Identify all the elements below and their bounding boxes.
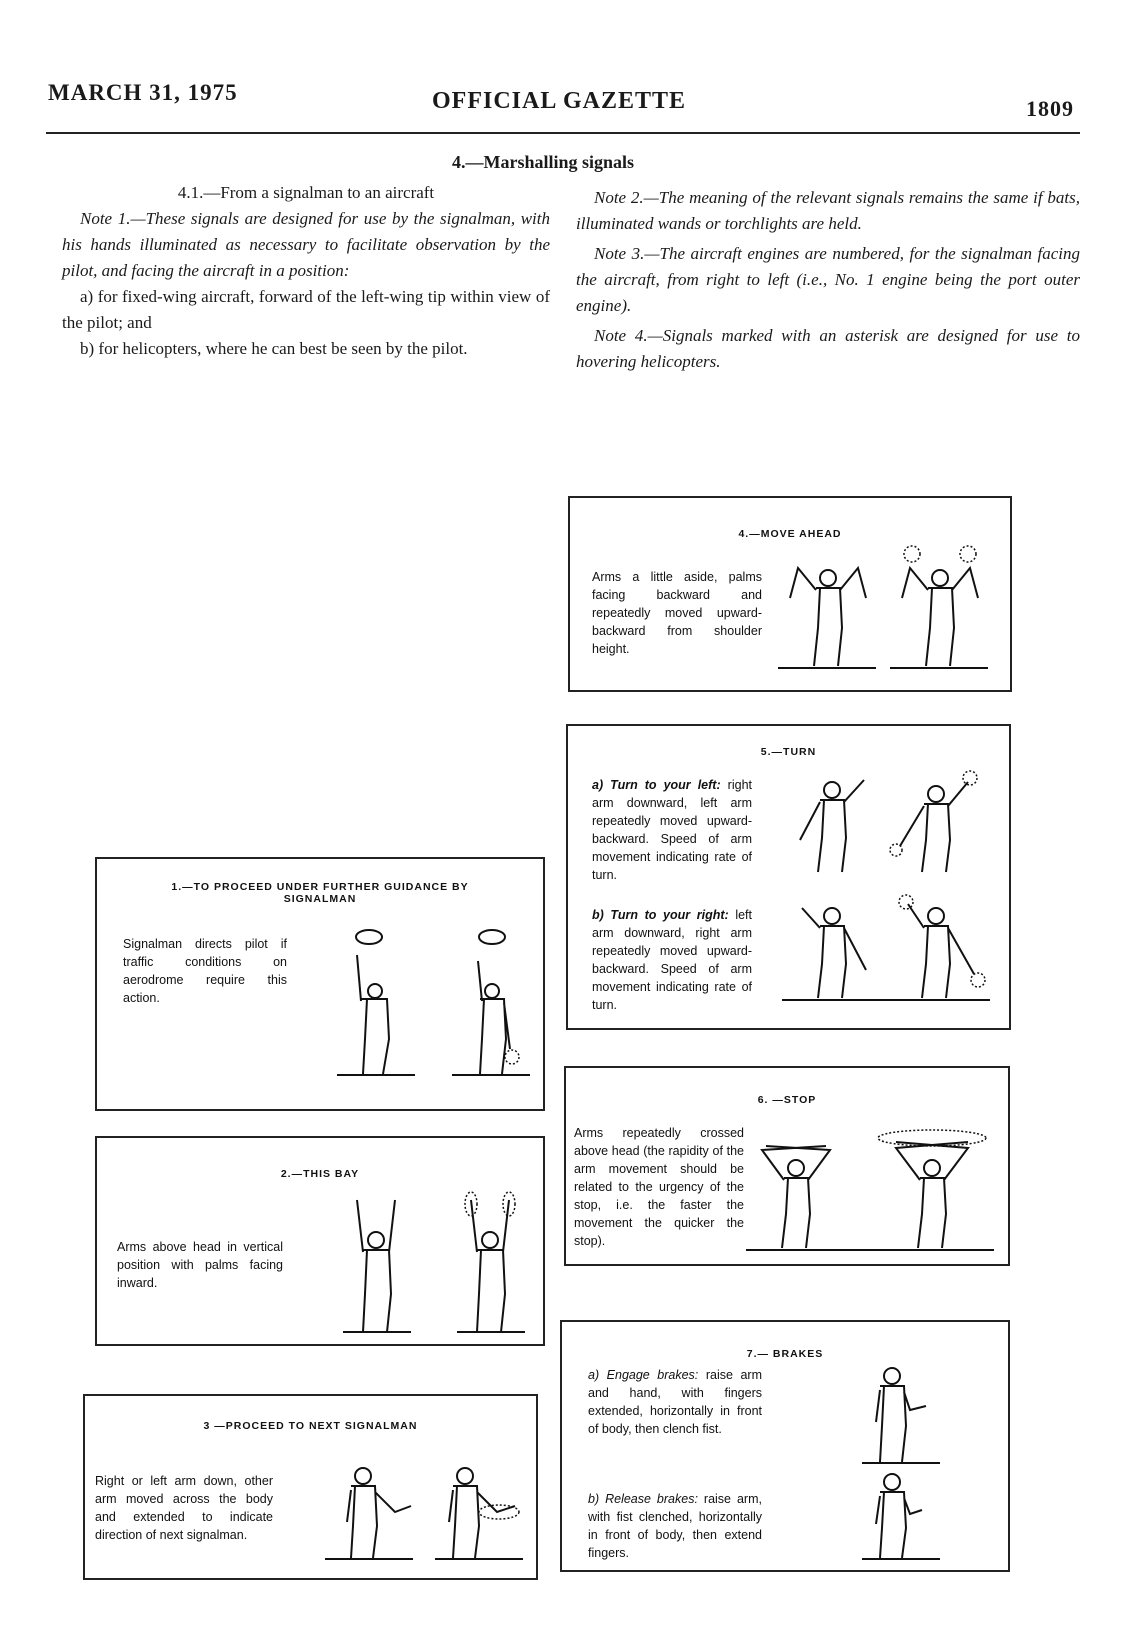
signal-6-box <box>564 1066 1010 1266</box>
signal-5-title: 5.—TURN <box>760 746 817 758</box>
signal-2-text: Arms above head in vertical position with palms facing inward. <box>117 1240 283 1290</box>
signal-7b-text: raise arm, with fist clenched, horizontally in front of body, then extend fingers. <box>588 1492 762 1560</box>
note-4: Note 4.—Signals marked with an asterisk are designed for use to hovering helicopters. <box>576 326 1080 371</box>
signal-6-figures <box>746 1124 996 1254</box>
signal-3-title: 3 —PROCEED TO NEXT SIGNALMAN <box>203 1420 418 1432</box>
signal-5a-text: right arm downward, left arm repeatedly moved upward-backward. Speed of arm movement indicating rate of turn. <box>592 778 752 882</box>
signal-2-title: 2.—THIS BAY <box>280 1168 360 1180</box>
signal-7a <box>588 1366 762 1438</box>
gazette-title: OFFICIAL GAZETTE <box>432 88 687 114</box>
signal-7b <box>588 1490 762 1562</box>
signal-5a-label: a) Turn to your left: <box>592 778 721 792</box>
signal-3-box <box>83 1394 538 1580</box>
signal-7-box <box>560 1320 1010 1572</box>
signal-1-figure-left <box>337 929 417 1079</box>
signal-4-figure-right <box>890 538 990 678</box>
signal-7-title: 7.— BRAKES <box>746 1348 824 1360</box>
signal-5a-figures <box>782 770 992 880</box>
signal-7b-label: b) Release brakes: <box>588 1492 698 1506</box>
signal-1-box <box>95 857 545 1111</box>
signal-3-figure-left <box>325 1466 415 1566</box>
signal-3-figure-right <box>435 1466 525 1566</box>
signal-4-figure-left <box>778 538 878 678</box>
signal-5-box <box>566 724 1011 1030</box>
signal-1-title: 1.—TO PROCEED UNDER FURTHER GUIDANCE BY SIGNALMAN <box>171 881 469 905</box>
note-1-item-b: b) for helicopters, where he can best be seen by the pilot. <box>80 339 468 358</box>
signal-6-title: 6. —STOP <box>757 1094 817 1106</box>
signal-3-text: Right or left arm down, other arm moved across the body and extended to indicate direction of next signalman. <box>95 1474 273 1542</box>
gazette-date: MARCH 31, 1975 <box>48 80 238 105</box>
signal-7b-figure <box>862 1472 942 1567</box>
signal-1-figure-right <box>452 929 532 1079</box>
note-3: Note 3.—The aircraft engines are numbered, for the signalman facing the aircraft, from right to left (i.e., No. 1 engine being the port outer engine). <box>576 244 1080 315</box>
signal-5b-figures <box>782 894 992 1004</box>
signal-5b-text: left arm downward, right arm repeatedly moved upward-backward. Speed of arm movement indicating rate of turn. <box>592 908 752 1012</box>
section-title: 4.—Marshalling signals <box>452 152 635 172</box>
signal-7a-figure <box>862 1366 942 1471</box>
signal-4-box <box>568 496 1012 692</box>
signal-2-figure-left <box>343 1190 413 1340</box>
header-rule <box>46 132 1080 134</box>
section-subtitle: 4.1.—From a signalman to an aircraft <box>177 183 435 202</box>
left-text-column <box>62 180 550 362</box>
signal-2-box <box>95 1136 545 1346</box>
signal-7a-label: a) Engage brakes: <box>588 1368 699 1382</box>
note-1-item-a: a) for fixed-wing aircraft, forward of the left-wing tip within view of the pilot; and <box>62 287 550 332</box>
signal-6-text: Arms repeatedly crossed above head (the rapidity of the arm movement should be related to the urgency of the stop, i.e. the faster the movement the quicker the stop). <box>574 1126 744 1248</box>
note-1: Note 1.—These signals are designed for use by the signalman, with his hands illuminated as necessary to facilitate observation by the pilot, and facing the aircraft in a position: <box>62 209 550 280</box>
signal-5b <box>592 906 752 1014</box>
signal-4-title: 4.—MOVE AHEAD <box>738 528 842 540</box>
signal-2-figure-right <box>457 1190 527 1340</box>
page-number: 1809 <box>1026 96 1074 121</box>
signal-7a-text: raise arm and hand, with fingers extended, horizontally in front of body, then clench fist. <box>588 1368 762 1436</box>
right-text-column <box>576 185 1080 375</box>
signal-5a <box>592 776 752 884</box>
note-2: Note 2.—The meaning of the relevant signals remains the same if bats, illuminated wands or torchlights are held. <box>576 188 1080 233</box>
signal-5b-label: b) Turn to your right: <box>592 908 729 922</box>
signal-4-text: Arms a little aside, palms facing backward and repeatedly moved upward-backward from shoulder height. <box>592 570 762 656</box>
signal-1-text: Signalman directs pilot if traffic conditions on aerodrome require this action. <box>123 937 287 1005</box>
